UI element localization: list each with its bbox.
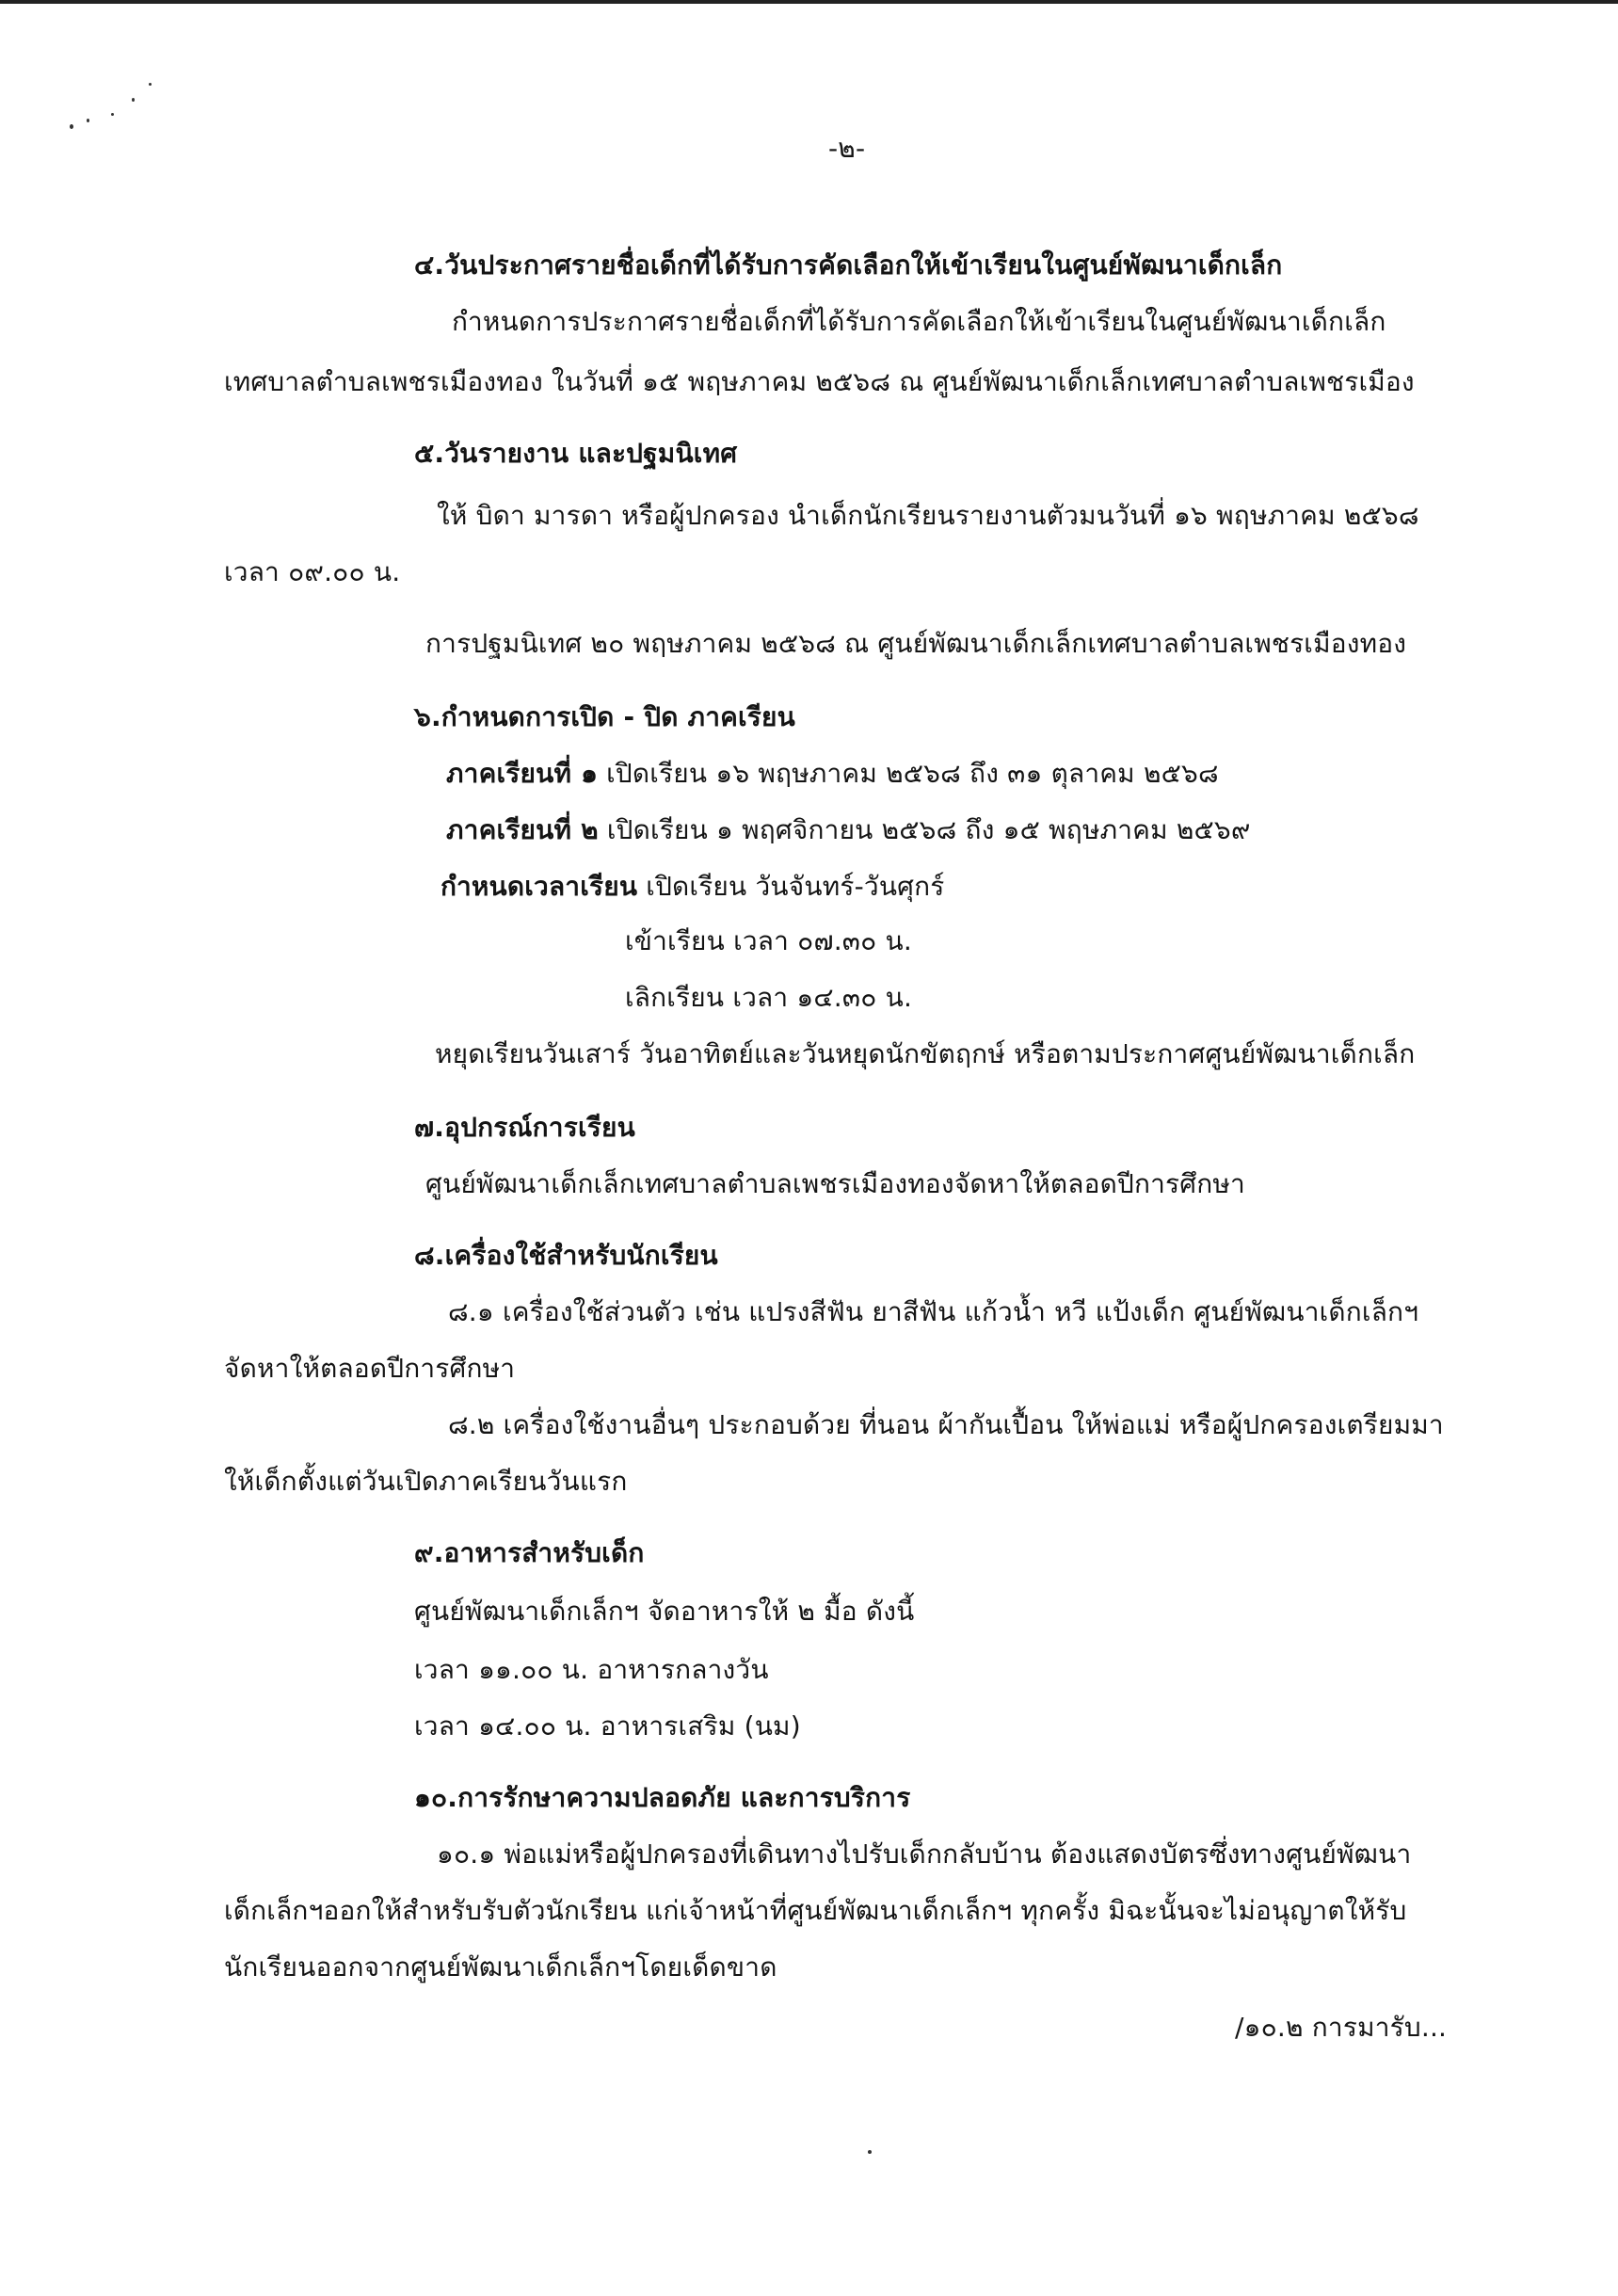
scan-speck: [868, 2150, 872, 2154]
section-8-item-2-line-2: ให้เด็กตั้งแต่วันเปิดภาคเรียนวันแรก: [224, 1466, 628, 1497]
term-2-row: [446, 811, 1251, 849]
end-time: เลิกเรียน เวลา ๑๔.๓๐ น.: [625, 982, 913, 1013]
term-2-dates: เปิดเรียน ๑ พฤศจิกายน ๒๕๖๘ ถึง ๑๕ พฤษภาคม ๒๕๖๙: [606, 814, 1251, 845]
section-7-heading: ๗.อุปกรณ์การเรียน: [414, 1112, 635, 1143]
term-2-label: ภาคเรียนที่ ๒: [446, 814, 599, 845]
start-time: เข้าเรียน เวลา ๐๗.๓๐ น.: [625, 925, 912, 956]
section-5-line-3: การปฐมนิเทศ ๒๐ พฤษภาคม ๒๕๖๘ ณ ศูนย์พัฒนาเด็กเล็กเทศบาลตำบลเพชรเมืองทอง: [425, 628, 1407, 659]
schedule-label: กำหนดเวลาเรียน: [441, 871, 638, 902]
section-9-line-2: เวลา ๑๑.๐๐ น. อาหารกลางวัน: [414, 1654, 769, 1685]
schedule-days: เปิดเรียน วันจันทร์-วันศุกร์: [646, 871, 945, 902]
section-10-line-1: ๑๐.๑ พ่อแม่หรือผู้ปกครองที่เดินทางไปรับเด็กกลับบ้าน ต้องแสดงบัตรซึ่งทางศูนย์พัฒนา: [437, 1838, 1412, 1870]
section-8-item-1-line-2: จัดหาให้ตลอดปีการศึกษา: [224, 1353, 516, 1384]
section-8-heading: ๘.เครื่องใช้สำหรับนักเรียน: [414, 1240, 718, 1271]
holidays-note: หยุดเรียนวันเสาร์ วันอาทิตย์และวันหยุดนักขัตฤกษ์ หรือตามประกาศศูนย์พัฒนาเด็กเล็ก: [435, 1038, 1416, 1069]
scan-speck: [111, 113, 114, 116]
scan-top-edge: [0, 0, 1618, 4]
continuation-note: /๑๐.๒ การมารับ...: [1235, 2012, 1448, 2043]
section-4-heading: ๔.วันประกาศรายชื่อเด็กที่ได้รับการคัดเลือกให้เข้าเรียนในศูนย์พัฒนาเด็กเล็ก: [414, 249, 1283, 281]
section-8-item-2-line-1: ๘.๒ เครื่องใช้งานอื่นๆ ประกอบด้วย ที่นอน ผ้ากันเปื้อน ให้พ่อแม่ หรือผู้ปกครองเตรียมมา: [448, 1409, 1444, 1440]
section-4-line-2: เทศบาลตำบลเพชรเมืองทอง ในวันที่ ๑๕ พฤษภาคม ๒๕๖๘ ณ ศูนย์พัฒนาเด็กเล็กเทศบาลตำบลเพชรเมือง: [224, 366, 1415, 397]
schedule-row: [441, 868, 945, 906]
section-10-heading: ๑๐.การรักษาความปลอดภัย และการบริการ: [414, 1782, 911, 1813]
section-7-line-1: ศูนย์พัฒนาเด็กเล็กเทศบาลตำบลเพชรเมืองทองจัดหาให้ตลอดปีการศึกษา: [425, 1168, 1245, 1199]
section-9-line-3: เวลา ๑๔.๐๐ น. อาหารเสริม (นม): [414, 1710, 801, 1742]
term-1-row: [446, 755, 1219, 793]
section-10-line-3: นักเรียนออกจากศูนย์พัฒนาเด็กเล็กฯโดยเด็ดขาด: [224, 1951, 777, 1983]
page-number: -๒-: [828, 133, 866, 164]
term-1-dates: เปิดเรียน ๑๖ พฤษภาคม ๒๕๖๘ ถึง ๓๑ ตุลาคม ๒๕๖๘: [606, 758, 1219, 789]
section-10-line-2: เด็กเล็กฯออกให้สำหรับรับตัวนักเรียน แก่เจ้าหน้าที่ศูนย์พัฒนาเด็กเล็กฯ ทุกครั้ง มิฉะนั้นจะไม่อนุญาตให้รับ: [224, 1895, 1407, 1926]
section-5-heading: ๕.วันรายงาน และปฐมนิเทศ: [414, 438, 738, 469]
scan-speck: [70, 124, 73, 129]
scan-speck: [149, 83, 152, 86]
section-8-item-1-line-1: ๘.๑ เครื่องใช้ส่วนตัว เช่น แปรงสีฟัน ยาสีฟัน แก้วน้ำ หวี แป้งเด็ก ศูนย์พัฒนาเด็กเล็กฯ: [448, 1296, 1419, 1327]
section-9-line-1: ศูนย์พัฒนาเด็กเล็กฯ จัดอาหารให้ ๒ มื้อ ดังนี้: [414, 1596, 915, 1627]
scan-speck: [87, 119, 89, 122]
term-1-label: ภาคเรียนที่ ๑: [446, 758, 599, 789]
scan-speck: [132, 98, 135, 102]
section-9-heading: ๙.อาหารสำหรับเด็ก: [414, 1537, 645, 1568]
section-5-line-1: ให้ บิดา มารดา หรือผู้ปกครอง นำเด็กนักเรียนรายงานตัวมนวันที่ ๑๖ พฤษภาคม ๒๕๖๘: [437, 500, 1419, 531]
section-4-line-1: กำหนดการประกาศรายชื่อเด็กที่ได้รับการคัดเลือกให้เข้าเรียนในศูนย์พัฒนาเด็กเล็ก: [452, 306, 1386, 337]
section-6-heading: ๖.กำหนดการเปิด - ปิด ภาคเรียน: [414, 701, 795, 732]
section-5-line-2: เวลา ๐๙.๐๐ น.: [224, 556, 401, 587]
